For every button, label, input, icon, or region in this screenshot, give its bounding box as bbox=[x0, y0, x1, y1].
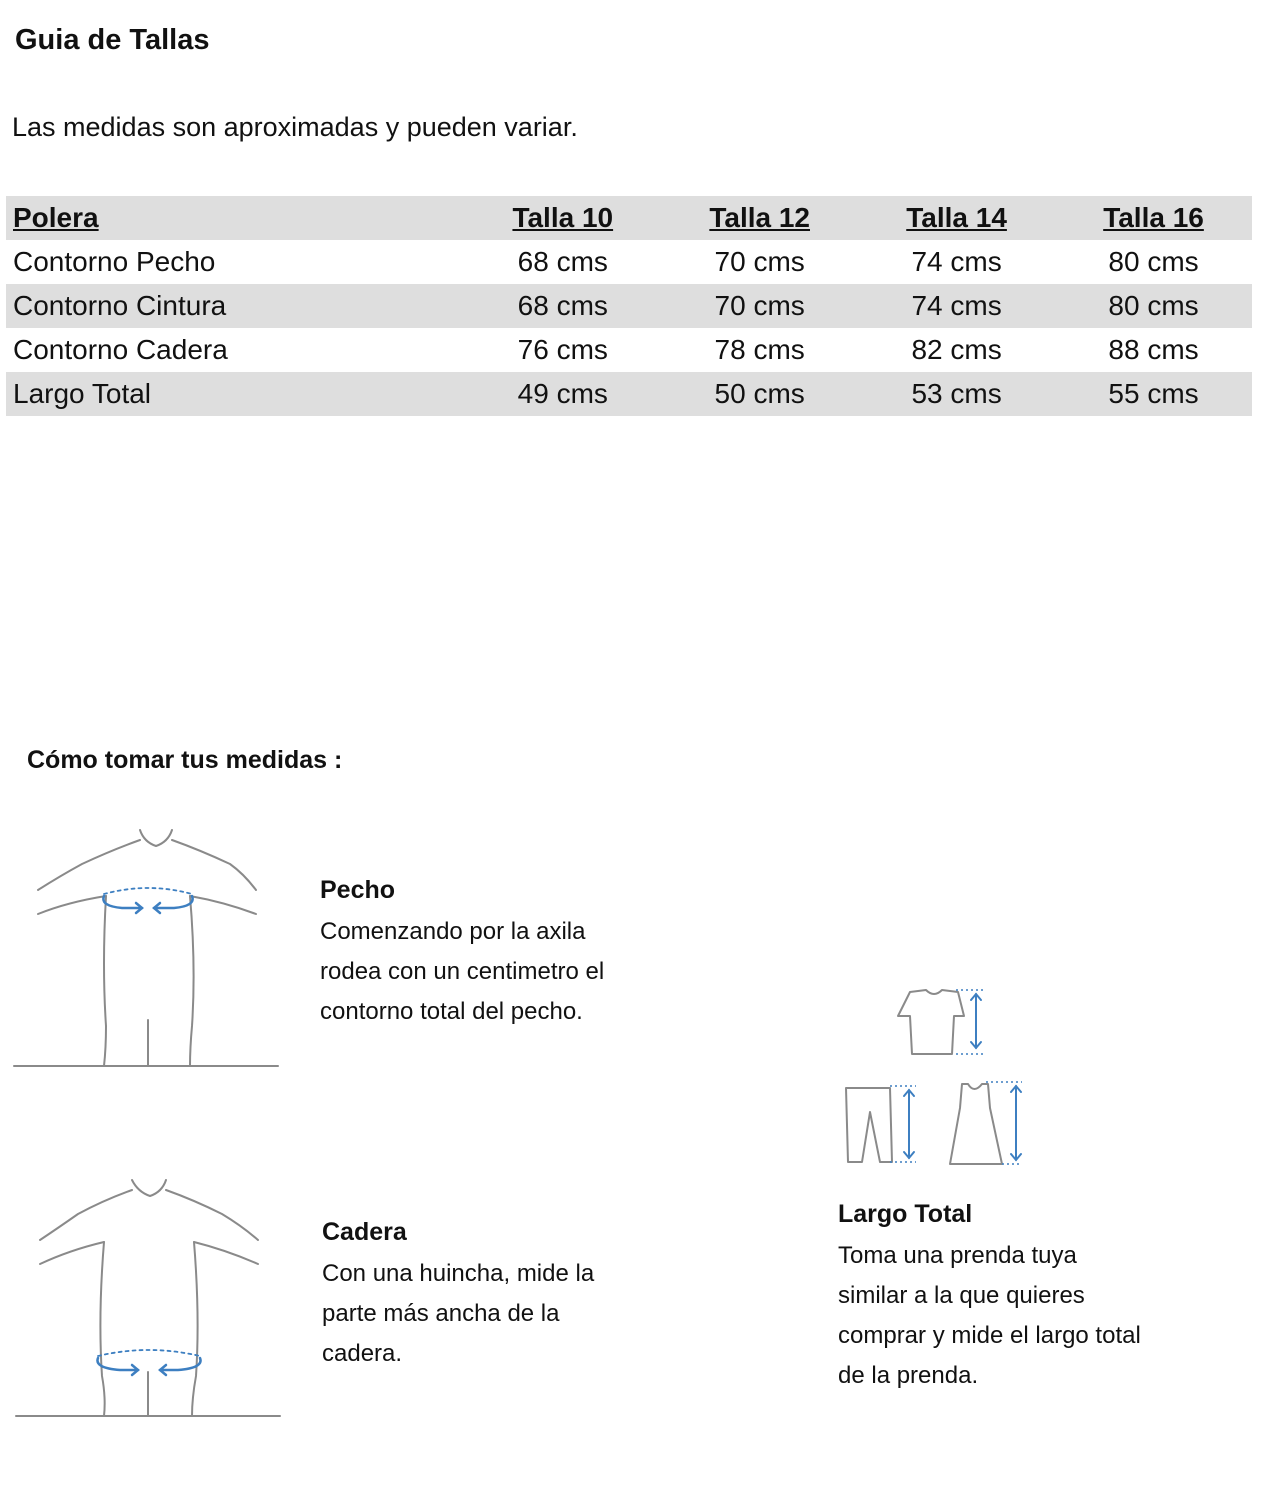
table-cell: 53 cms bbox=[911, 378, 1002, 409]
hip-instructions bbox=[322, 1254, 652, 1374]
table-header-garment: Polera bbox=[13, 202, 99, 233]
row-label: Largo Total bbox=[13, 378, 152, 409]
hip-title: Cadera bbox=[322, 1218, 407, 1246]
measure-heading: Cómo tomar tus medidas : bbox=[27, 746, 343, 774]
table-row bbox=[6, 240, 1252, 284]
table-cell: 80 cms bbox=[1108, 246, 1199, 277]
table-cell: 80 cms bbox=[1108, 290, 1199, 321]
row-label: Contorno Cintura bbox=[13, 290, 227, 321]
table-row bbox=[6, 372, 1252, 416]
length-instructions bbox=[838, 1236, 1198, 1396]
table-cell: 78 cms bbox=[714, 334, 805, 365]
chest-measure-figure bbox=[12, 826, 282, 1071]
page-title: Guia de Tallas bbox=[15, 24, 210, 56]
hip-instructions-line: cadera. bbox=[322, 1340, 403, 1367]
table-header-row bbox=[6, 196, 1252, 240]
length-instructions-line: Toma una prenda tuya bbox=[838, 1242, 1077, 1269]
row-label: Contorno Cadera bbox=[13, 334, 228, 365]
table-header-talla-16: Talla 16 bbox=[1103, 202, 1204, 233]
chest-instructions-line: Comenzando por la axila bbox=[320, 918, 586, 945]
hip-instructions-line: Con una huincha, mide la bbox=[322, 1260, 595, 1287]
table-header-talla-10: Talla 10 bbox=[512, 202, 614, 233]
tshirt-icon bbox=[898, 990, 964, 1054]
table-cell: 74 cms bbox=[911, 290, 1002, 321]
table-cell: 74 cms bbox=[911, 246, 1002, 277]
chest-instructions bbox=[320, 912, 650, 1032]
garment-length-figure bbox=[838, 982, 1038, 1172]
length-instructions-line: similar a la que quieres bbox=[838, 1282, 1085, 1309]
table-cell: 50 cms bbox=[714, 378, 805, 409]
table-row bbox=[6, 284, 1252, 328]
table-cell: 68 cms bbox=[517, 246, 608, 277]
table-header-talla-12: Talla 12 bbox=[709, 202, 810, 233]
hip-instructions-line: parte más ancha de la bbox=[322, 1300, 560, 1327]
chest-title: Pecho bbox=[320, 876, 396, 904]
size-table bbox=[6, 196, 1252, 416]
hip-measure-figure bbox=[14, 1176, 284, 1421]
row-label: Contorno Pecho bbox=[13, 246, 216, 277]
table-cell: 68 cms bbox=[517, 290, 608, 321]
table-row bbox=[6, 328, 1252, 372]
table-header-talla-14: Talla 14 bbox=[906, 202, 1007, 233]
chest-instructions-line: rodea con un centimetro el bbox=[320, 958, 605, 985]
length-instructions-line: de la prenda. bbox=[838, 1362, 979, 1389]
table-cell: 88 cms bbox=[1108, 334, 1199, 365]
dress-icon bbox=[950, 1084, 1002, 1164]
table-cell: 49 cms bbox=[517, 378, 608, 409]
length-title: Largo Total bbox=[838, 1200, 973, 1228]
page-subtitle: Las medidas son aproximadas y pueden variar. bbox=[12, 112, 578, 142]
table-cell: 70 cms bbox=[714, 246, 805, 277]
table-cell: 55 cms bbox=[1108, 378, 1199, 409]
length-instructions-line: comprar y mide el largo total bbox=[838, 1322, 1141, 1349]
chest-instructions-line: contorno total del pecho. bbox=[320, 998, 583, 1025]
table-cell: 70 cms bbox=[714, 290, 805, 321]
pants-icon bbox=[846, 1088, 892, 1162]
table-cell: 82 cms bbox=[911, 334, 1002, 365]
table-cell: 76 cms bbox=[517, 334, 608, 365]
